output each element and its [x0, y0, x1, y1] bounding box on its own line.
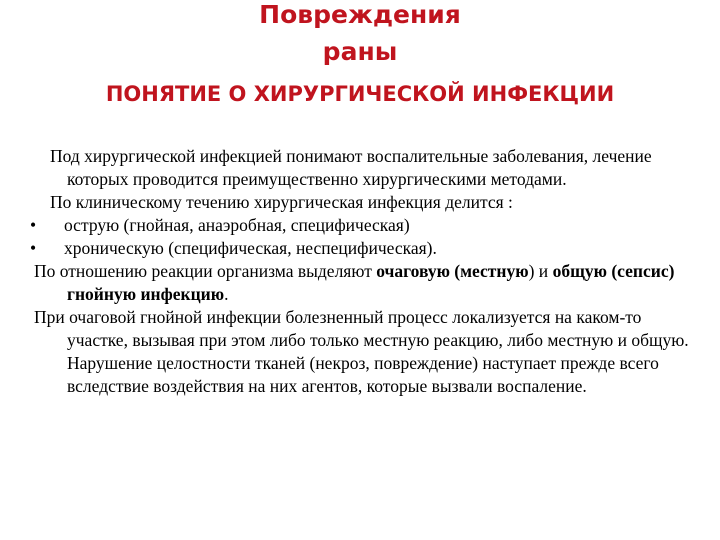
paragraph-reaction — [34, 260, 702, 306]
reaction-text-local: очаговую (местную — [376, 261, 529, 281]
bullet-item-chronic — [30, 237, 702, 260]
bullet-item-acute — [30, 214, 702, 237]
body-text — [30, 145, 702, 398]
reaction-text-c: ) и — [528, 261, 553, 281]
paragraph-definition: Под хирургической инфекцией понимают воспалительные заболевания, лечение которых проводится преимущественно хирургическими методами. — [50, 146, 652, 189]
paragraph-classification: По клиническому течению хирургическая инфекция делится : — [50, 192, 513, 212]
reaction-text-e: . — [224, 284, 229, 304]
title-line-2: раны — [322, 37, 398, 66]
slide-heading: ПОНЯТИЕ О ХИРУРГИЧЕСКОЙ ИНФЕКЦИИ — [105, 82, 615, 106]
reaction-text-general: общую (сепсис) гнойную инфекцию — [67, 261, 675, 304]
paragraph-focal-infection: При очаговой гнойной инфекции болезненный процесс локализуется на каком-то участке, вызывая при этом либо только местную реакцию, либо местную и общую. Нарушение целостности тканей (некроз, повреждение) наступает прежде всего вследствие воздействия на них агентов, которые вызвали воспаление. — [34, 307, 689, 396]
bullet-icon: • — [30, 215, 37, 235]
title-line-1: Повреждения — [259, 0, 461, 29]
reaction-text-a: По отношению реакции организма выделяют — [34, 261, 377, 281]
bullet-icon: • — [30, 238, 37, 258]
bullet-text-acute: острую (гнойная, анаэробная, специфическая) — [64, 215, 410, 235]
bullet-text-chronic: хроническую (специфическая, неспецифическая). — [64, 238, 437, 258]
